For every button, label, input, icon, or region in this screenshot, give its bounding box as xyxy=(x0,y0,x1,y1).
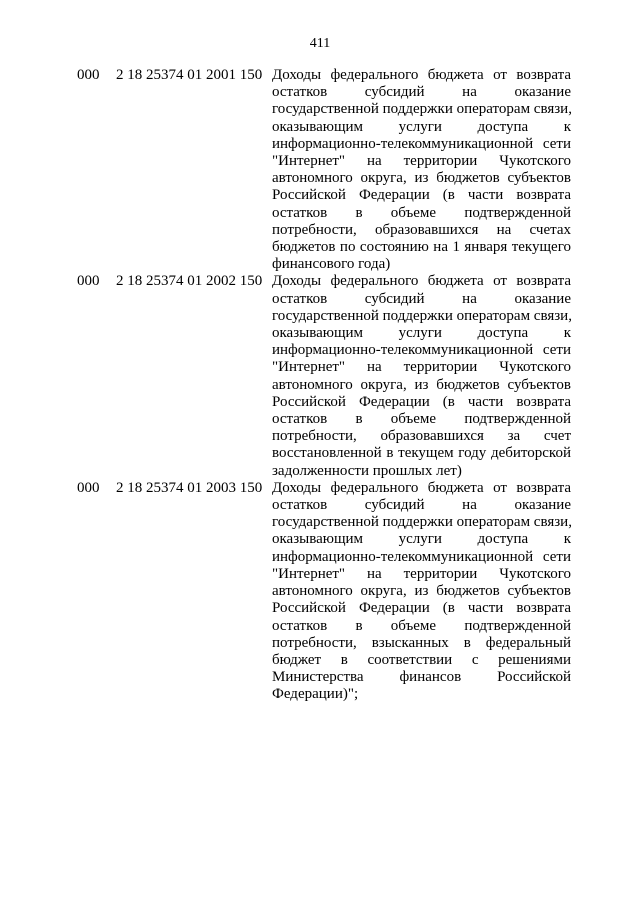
description-line: бюджет в соответствии с решениями xyxy=(272,651,571,668)
description-line: Российской Федерации (в части возврата xyxy=(272,393,571,410)
table-row xyxy=(0,273,640,479)
description-line: "Интернет" на территории Чукотского xyxy=(272,565,571,582)
description-line: Российской Федерации (в части возврата xyxy=(272,187,571,204)
entry-description xyxy=(272,67,571,273)
description-line: оказывающим услуги доступа к xyxy=(272,531,571,548)
description-line: Доходы федерального бюджета от возврата xyxy=(272,67,571,83)
description-line: остатков в объеме подтвержденной xyxy=(272,617,571,634)
description-line: автономного округа, из бюджетов субъектов xyxy=(272,583,571,600)
description-line: остатков субсидий на оказание xyxy=(272,497,571,514)
entry-description xyxy=(272,273,571,479)
description-line: "Интернет" на территории Чукотского xyxy=(272,153,571,170)
description-line: информационно-телекоммуникационной сети xyxy=(272,342,571,359)
description-line: информационно-телекоммуникационной сети xyxy=(272,135,571,152)
table-row xyxy=(0,480,640,704)
table-row xyxy=(0,67,640,273)
description-line: финансового года) xyxy=(272,256,391,273)
description-line: "Интернет" на территории Чукотского xyxy=(272,359,571,376)
description-line: Федерации)"; xyxy=(272,686,359,703)
description-line: государственной поддержки операторам связи, xyxy=(272,101,572,118)
description-line: Доходы федерального бюджета от возврата xyxy=(272,479,571,496)
description-line: бюджетов по состоянию на 1 января текущего xyxy=(272,239,571,256)
entry-description xyxy=(272,480,571,704)
budget-code-table xyxy=(0,67,640,704)
description-line: остатков субсидий на оказание xyxy=(272,290,571,307)
description-line: остатков в объеме подтвержденной xyxy=(272,204,571,221)
description-line: задолженности прошлых лет) xyxy=(272,462,462,479)
description-line: автономного округа, из бюджетов субъектов xyxy=(272,170,571,187)
description-line: остатков в объеме подтвержденной xyxy=(272,411,571,428)
description-line: Доходы федерального бюджета от возврата xyxy=(272,273,571,290)
description-line: Российской Федерации (в части возврата xyxy=(272,600,571,617)
description-line: государственной поддержки операторам связи, xyxy=(272,514,572,531)
description-line: потребности, образовавшихся за счет xyxy=(272,428,571,445)
description-line: остатков субсидий на оказание xyxy=(272,84,571,101)
description-line: Министерства финансов Российской xyxy=(272,669,571,686)
description-line: государственной поддержки операторам связи, xyxy=(272,307,572,324)
description-line: автономного округа, из бюджетов субъектов xyxy=(272,376,571,393)
description-line: оказывающим услуги доступа к xyxy=(272,118,571,135)
description-line: потребности, взысканных в федеральный xyxy=(272,634,571,651)
description-line: потребности, образовавшихся на счетах xyxy=(272,221,571,238)
budget-classification-code: 2 18 25374 01 2001 150 xyxy=(116,67,263,83)
description-line: оказывающим услуги доступа к xyxy=(272,325,571,342)
page-number: 411 xyxy=(309,36,331,51)
description-line: информационно-телекоммуникационной сети xyxy=(272,548,571,565)
budget-classification-code: 2 18 25374 01 2002 150 xyxy=(116,273,263,290)
admin-code: 000 xyxy=(77,479,100,496)
admin-code: 000 xyxy=(77,273,100,290)
budget-classification-code: 2 18 25374 01 2003 150 xyxy=(116,479,263,496)
admin-code: 000 xyxy=(77,67,100,83)
description-line: восстановленной в текущем году дебиторской xyxy=(272,445,571,462)
